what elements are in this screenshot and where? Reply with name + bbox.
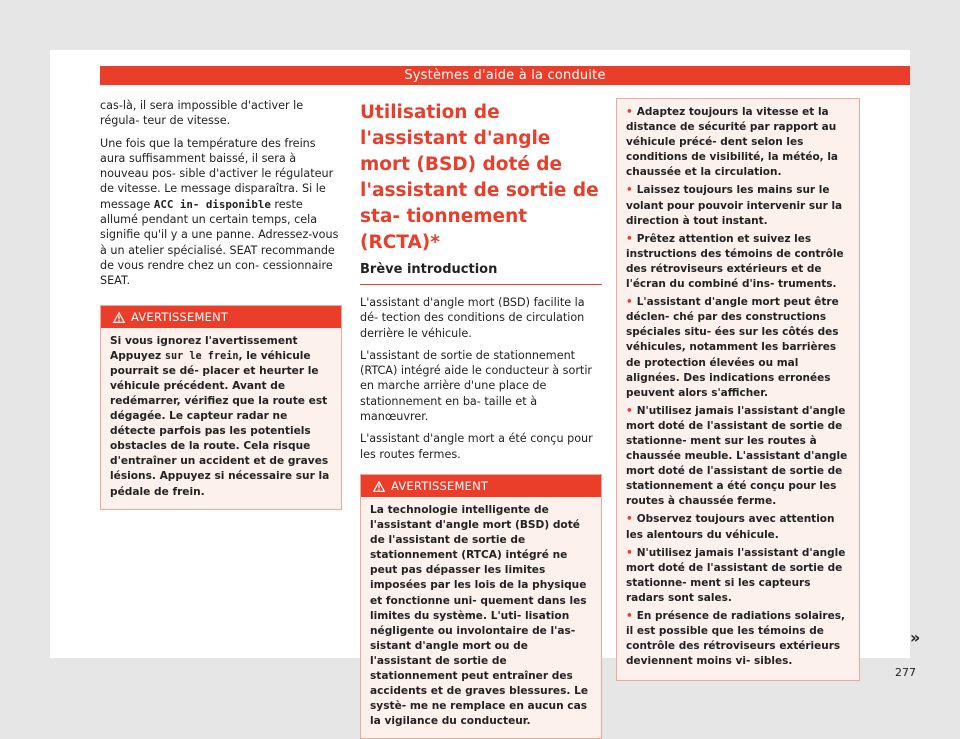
column-right — [616, 98, 860, 681]
message-code: ACC in- disponible — [153, 197, 271, 211]
paragraph: cas-là, il sera impossible d'activer le régula- teur de vitesse. — [100, 99, 304, 128]
warning-header — [361, 475, 601, 497]
warning-bullet-list — [626, 105, 851, 669]
page-number: 277 — [895, 666, 916, 679]
section-header: Systèmes d'aide à la conduite — [100, 66, 910, 85]
bullet-item: • N'utilisez jamais l'assistant d'angle mort doté de l'assistant de sortie de stationne- ment si les capteurs radars sont sales. — [626, 546, 846, 604]
manual-page — [50, 50, 921, 728]
warning-header — [101, 306, 341, 328]
bullet-item: • Prêtez attention et suivez les instructions des témoins de contrôle des rétroviseurs extérieurs et de l'écran du combiné d'ins- truments. — [626, 232, 844, 291]
warning-box — [100, 305, 342, 510]
bullet-icon: • — [626, 546, 633, 559]
warning-triangle-icon — [373, 481, 385, 492]
bullet-icon: • — [626, 184, 633, 197]
warning-text: La technologie intelligente de l'assistant d'angle mort (BSD) doté de l'assistant de sortie de stationnement (RTCA) intégré ne peut pas dépasser les limites imposées par les lois de la physique et fonctionne uni- quement dans les limites du système. L'uti- lisation négligente ou involontaire de l'as- sistant d'angle mort ou de l'assistant de sortie de stationnement peut entraîner des accidents et de graves blessures. Le systè- me ne remplace en aucun cas la vigilance du conducteur. — [370, 503, 589, 728]
warning-continuation-box — [616, 98, 860, 681]
column-middle — [360, 98, 602, 739]
bullet-item: • Adaptez toujours la vitesse et la distance de sécurité par rapport au véhicule précé- dent selon les conditions de visibilité, la météo, la chaussée et la circulation. — [626, 106, 839, 179]
paragraph: L'assistant de sortie de stationnement (RTCA) intégré aide le conducteur à sortir en marche arrière d'une place de stationnement en ba- taille et à manœuvrer. — [360, 348, 593, 424]
continue-marker-icon: » — [910, 628, 921, 647]
bullet-icon: • — [626, 296, 633, 309]
warning-label: AVERTISSEMENT — [131, 309, 229, 324]
warning-triangle-icon — [113, 312, 125, 323]
warning-box — [360, 474, 602, 739]
bullet-icon: • — [626, 404, 633, 417]
paragraph: L'assistant d'angle mort (BSD) facilite la dé- tection des conditions de circulation derrière le véhicule. — [360, 296, 585, 340]
paragraph: L'assistant d'angle mort a été conçu pour les routes fermes. — [360, 432, 593, 461]
message-code: sur le frein — [164, 350, 239, 362]
paragraph: Une fois que la température des freins aura suffisamment baissé, il sera à nouveau pos- sible d'activer le régulateur de vitesse. Le message disparaîtra. Si le message ACC in- disponible reste allumé pendant un certain temps, cela signifie qu'il y a une panne. Adressez-vous à un atelier spécialisé. SEAT recommande de vous rendre chez un con- cessionnaire SEAT. — [100, 136, 339, 288]
warning-text: Si vous ignorez l'avertissement Appuyez sur le frein, le véhicule pourrait se dé- placer et heurter le véhicule précédent. Avant de redémarrer, vérifiez que la route est dégagée. Le capteur radar ne détecte parfois pas les potentiels obstacles de la route. Cela risque d'entraîner un accident et de graves lésions. Appuyez si nécessaire sur la pédale de frein. — [110, 334, 330, 498]
bullet-icon: • — [626, 610, 633, 622]
column-left — [100, 98, 342, 510]
bullet-icon: • — [626, 232, 633, 245]
bullet-item: • Laissez toujours les mains sur le volant pour pouvoir intervenir sur la direction à tout instant. — [626, 184, 843, 227]
bullet-item: • L'assistant d'angle mort peut être déclen- ché par des constructions spéciales situ- ées sur les côtés des véhicules, notamment les barrières de protection élevées ou mal alignées. Des indications erronées peuvent alors s'afficher. — [626, 296, 839, 399]
subsection-title: Brève introduction — [360, 262, 602, 285]
bullet-item: • En présence de radiations solaires, il est possible que les témoins de contrôle des rétroviseurs extérieurs deviennent moins vi- sibles. — [626, 610, 845, 668]
bullet-item: • N'utilisez jamais l'assistant d'angle mort doté de l'assistant de sortie de stationne- ment sur les routes à chaussée meuble. L'assistant d'angle mort doté de l'assistant de sortie de stationnement a été conçu pour les routes à chaussée ferme. — [626, 404, 848, 508]
bullet-icon: • — [626, 513, 633, 526]
section-title: Utilisation de l'assistant d'angle mort (BSD) doté de l'assistant de sortie de sta- tionnement (RCTA)* — [360, 102, 599, 253]
bullet-item: • Observez toujours avec attention les alentours du véhicule. — [626, 513, 835, 541]
bullet-icon: • — [626, 106, 633, 118]
warning-label: AVERTISSEMENT — [391, 478, 489, 493]
